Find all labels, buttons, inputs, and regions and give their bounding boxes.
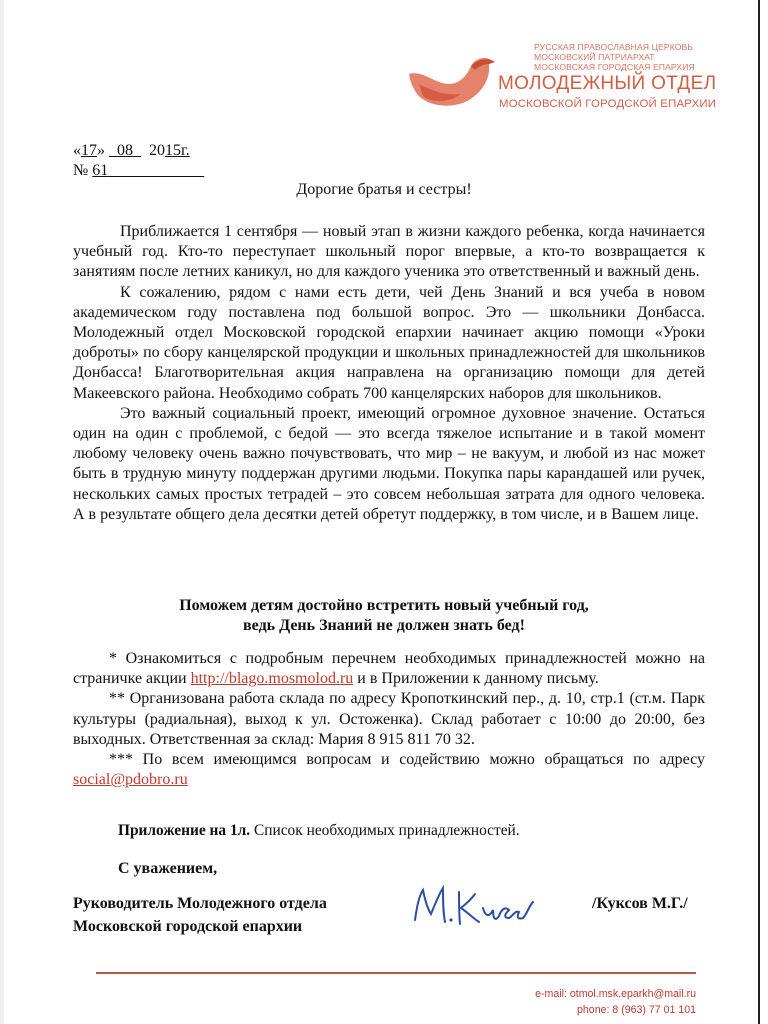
number-prefix: № bbox=[73, 162, 89, 179]
letter-notes bbox=[73, 649, 705, 790]
body-paragraph: Это важный социальный проект, имеющий огромное духовное значение. Остаться один на один с проблемой, с бедой — это всегда тяжелое испытание и в такой момент любому человеку очень важно почувствовать, что мир – не вакуум, и любой из нас может быть в трудную минуту поддержан другими людьми. Покупка пары карандашей или ручек, нескольких самых простых тетрадей – это совсем небольшая затрата для одного человека. А в результате общего дела десятки детей обретут поддержку, в том числе, и в Вашем лице. bbox=[73, 404, 705, 523]
number-value: 61 bbox=[92, 162, 109, 179]
appeal-line: ведь День Знаний не должен знать бед! bbox=[243, 617, 525, 634]
signer-title-line2: Московской городской епархии bbox=[73, 918, 303, 935]
handwritten-signature-icon bbox=[405, 876, 545, 936]
note-warehouse: ** Организована работа склада по адресу Кропоткинский пер., д. 10, стр.1 (ст.м. Парк культуры (радиальная), выход к ул. Остоженка). Склад работает с 10:00 до 20:00, без выходных. Ответственная за склад: Мария 8 915 811 70 32. bbox=[73, 690, 705, 748]
appeal-heading bbox=[0, 596, 768, 636]
department-subtitle: МОСКОВСКОЙ ГОРОДСКОЙ ЕПАРХИИ bbox=[499, 98, 717, 110]
note-list-link: * Ознакомиться с подробным перечнем необходимых принадлежностей можно на страничке акции http://blago.mosmolod.ru и в Приложении к данному письму. bbox=[73, 650, 705, 688]
letter-body bbox=[73, 222, 705, 525]
organization-header bbox=[405, 40, 717, 120]
letter-date bbox=[73, 142, 190, 160]
contact-email-link[interactable]: social@pdobro.ru bbox=[73, 771, 188, 789]
attachment-label: Приложение на 1л. bbox=[118, 822, 251, 839]
appeal-line: Поможем детям достойно встретить новый учебный год, bbox=[179, 597, 589, 614]
org-line-eparchy: МОСКОВСКАЯ ГОРОДСКАЯ ЕПАРХИЯ bbox=[534, 62, 695, 72]
dove-logo-icon bbox=[405, 54, 497, 110]
attachment-note bbox=[118, 822, 520, 840]
closing-regards: С уважением, bbox=[118, 860, 218, 877]
date-close-quote: » bbox=[97, 142, 105, 159]
note-contact: *** По всем имеющимся вопросам и содействию можно обращаться по адресу social@pdobro.ru bbox=[73, 751, 705, 789]
date-month: 08 bbox=[117, 142, 133, 159]
date-day: 17 bbox=[81, 142, 97, 159]
page-right-edge bbox=[758, 0, 760, 1024]
date-open-quote: « bbox=[73, 142, 81, 159]
body-paragraph: К сожалению, рядом с нами есть дети, чей День Знаний и вся учеба в новом академическом году поставлена под большой вопрос. Это — школьники Донбасса. Молодежный отдел Московской городской епархии начинает акцию помощи «Уроки доброты» по сбору канцелярской продукции и школьных принадлежностей для школьников Донбасса! Благотворительная акция направлена на организацию помощи для детей Макеевского района. Необходимо собрать 700 канцелярских наборов для школьников. bbox=[73, 283, 705, 402]
greeting: Дорогие братья и сестры! bbox=[296, 181, 472, 198]
org-line-church: РУССКАЯ ПРАВОСЛАВНАЯ ЦЕРКОВЬ bbox=[534, 42, 694, 52]
footer-email: e-mail: otmol.msk.eparkh@mail.ru bbox=[535, 988, 696, 1000]
body-paragraph: Приближается 1 сентября — новый этап в жизни каждого ребенка, когда начинается учебный год. Кто-то переступает школьный порог впервые, а кто-то возвращается к занятиям после летних каникул, но для каждого ученика это ответственный и важный день. bbox=[73, 223, 705, 281]
attachment-text: Список необходимых принадлежностей. bbox=[250, 822, 520, 839]
letter-number bbox=[73, 162, 204, 180]
page-left-edge bbox=[0, 0, 4, 1024]
campaign-link[interactable]: http://blago.mosmolod.ru bbox=[190, 670, 354, 688]
footer-phone: phone: 8 (963) 77 01 101 bbox=[577, 1004, 696, 1016]
date-year-prefix: 20 bbox=[149, 142, 165, 159]
date-year-suffix: 15г. bbox=[165, 142, 190, 159]
department-title: МОЛОДЕЖНЫЙ ОТДЕЛ bbox=[498, 73, 717, 94]
footer-divider bbox=[96, 972, 696, 974]
signer-title-line1: Руководитель Молодежного отдела bbox=[73, 895, 327, 912]
signer-name: /Куксов М.Г./ bbox=[592, 895, 688, 912]
org-line-patriarchate: МОСКОВСКИЙ ПАТРИАРХАТ bbox=[534, 52, 655, 62]
